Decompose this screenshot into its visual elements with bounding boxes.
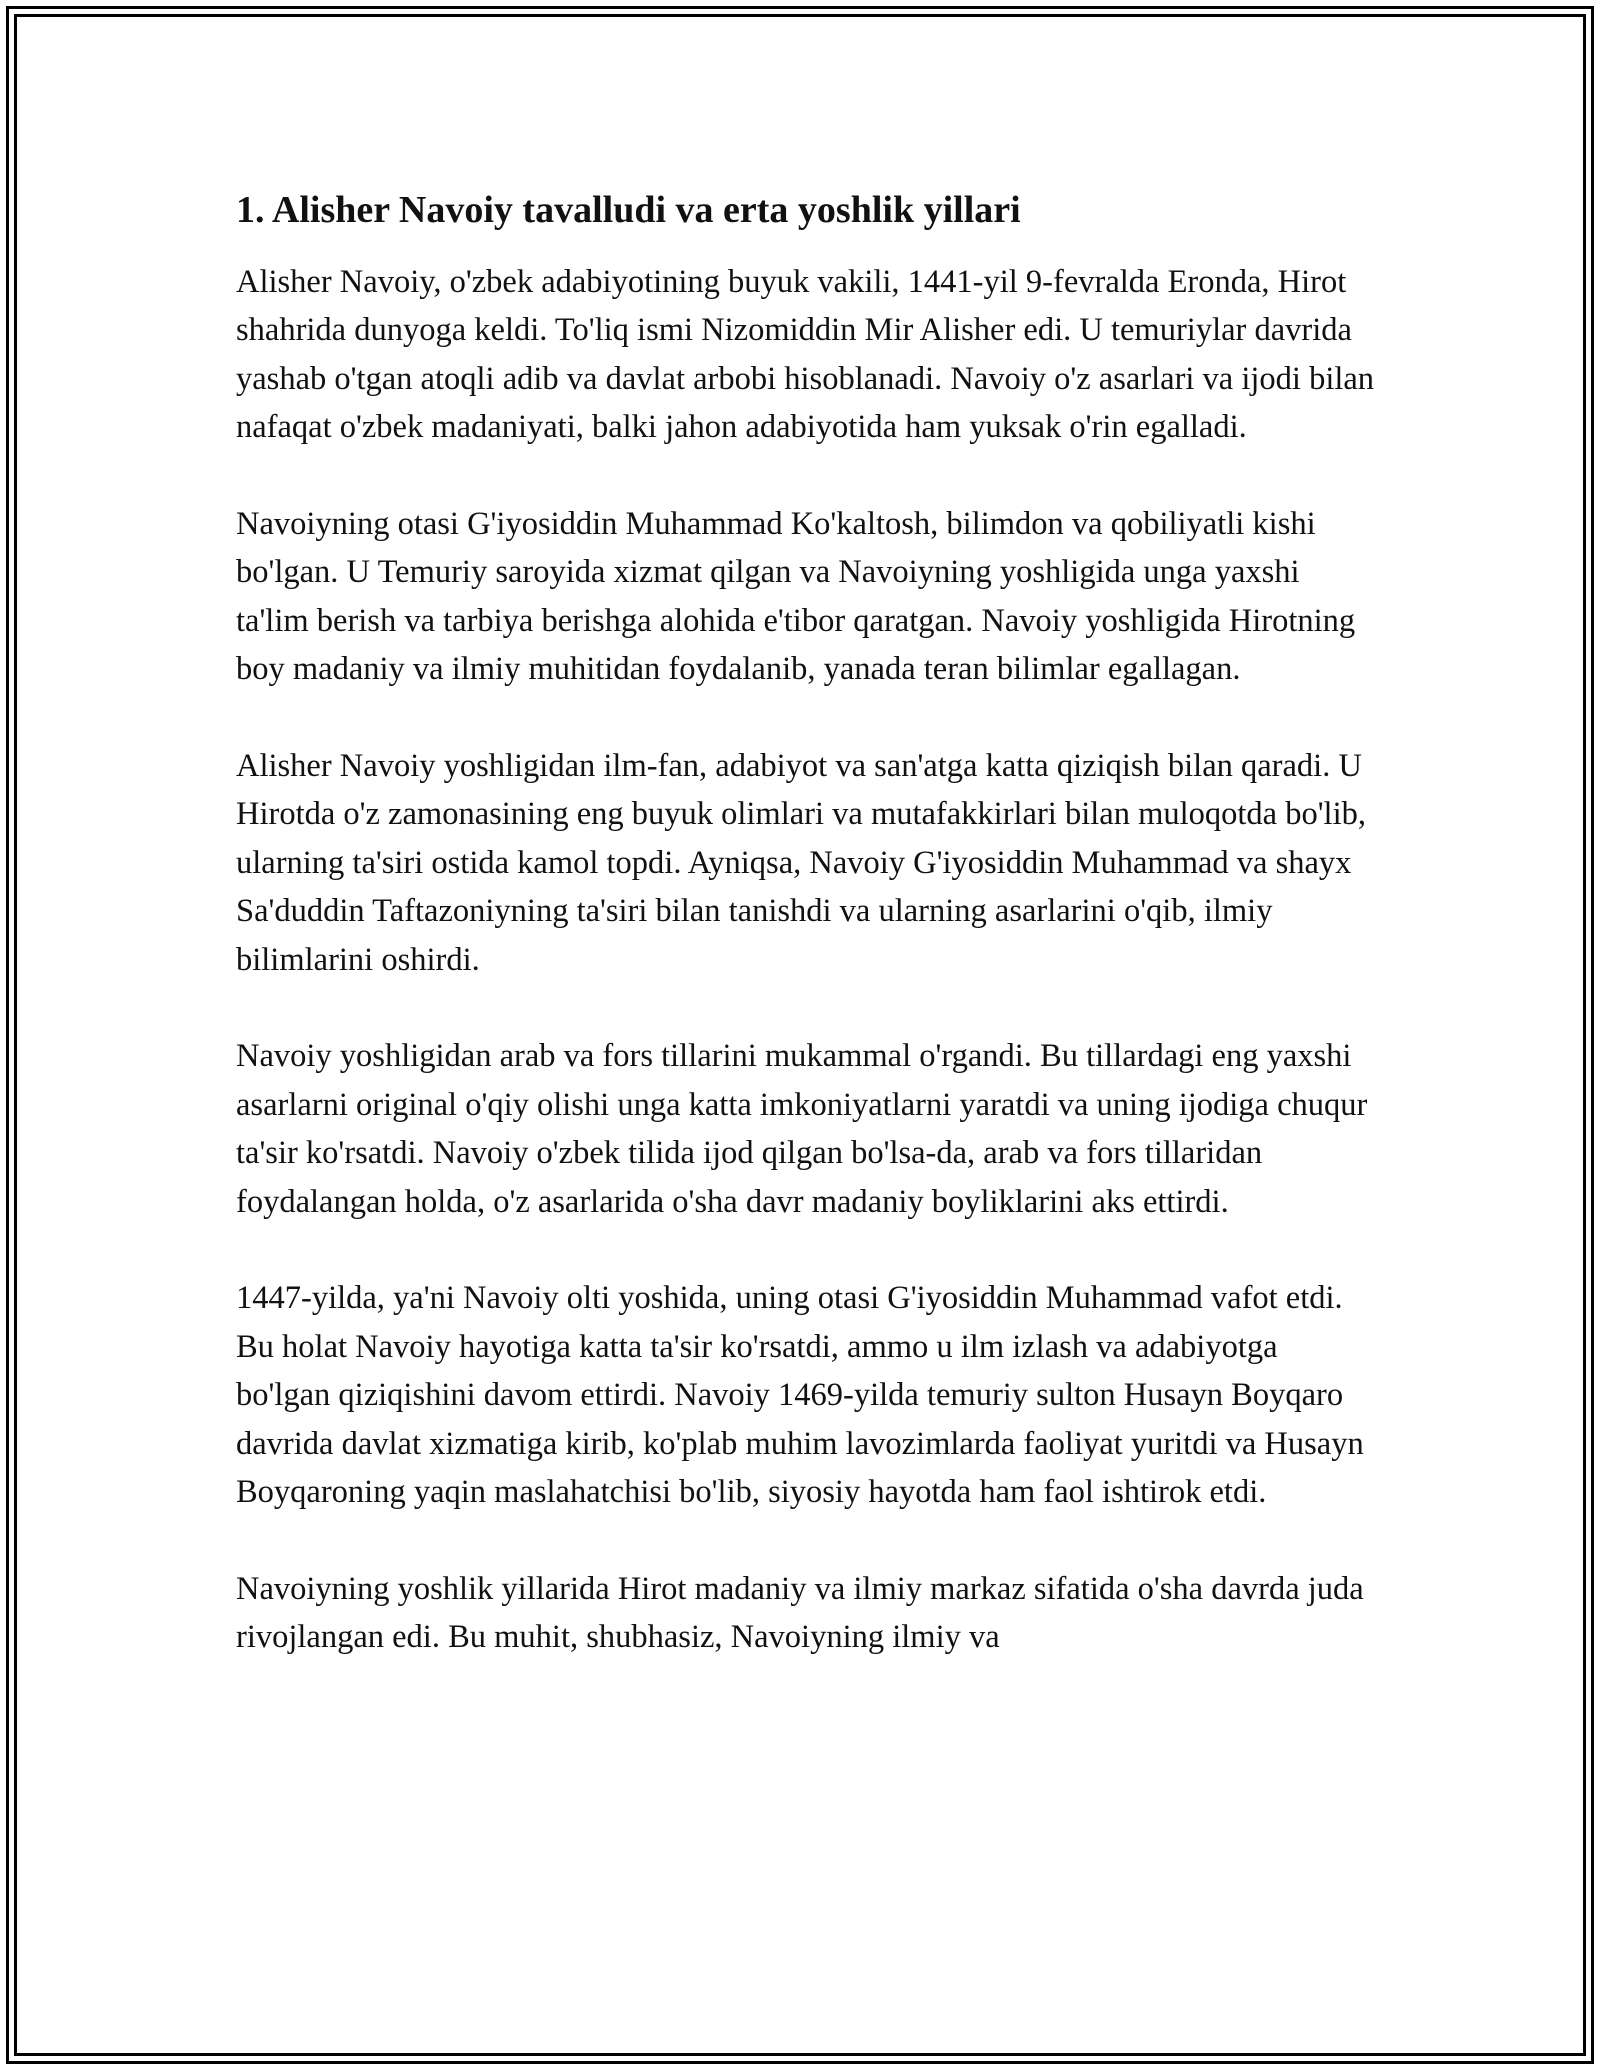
paragraph-1: Alisher Navoiy, o'zbek adabiyotining buyuk vakili, 1441-yil 9-fevralda Eronda, Hirot shahrida dunyoga keldi. To'liq ismi Nizomiddin Mir Alisher edi. U temuriylar davrida yashab o'tgan atoqli adib va davlat arbobi hisoblanadi. Navoiy o'z asarlari va ijodi bilan nafaqat o'zbek madaniyati, balki jahon adabiyotida ham yuksak o'rin egalladi. xyxy=(236,264,1375,446)
paragraph-5: 1447-yilda, ya'ni Navoiy olti yoshida, uning otasi G'iyosiddin Muhammad vafot etdi. Bu holat Navoiy hayotiga katta ta'sir ko'rsatdi, ammo u ilm izlash va adabiyotga bo'lgan qiziqishini davom ettirdi. Navoiy 1469-yilda temuriy sulton Husayn Boyqaro davrida davlat xizmatiga kirib, ko'plab muhim lavozimlarda faoliyat yuritdi va Husayn Boyqaroning yaqin maslahatchisi bo'lib, siyosiy hayotda ham faol ishtirok etdi. xyxy=(236,1280,1364,1511)
document-body xyxy=(236,186,1376,1710)
paragraph-3: Alisher Navoiy yoshligidan ilm-fan, adabiyot va san'atga katta qiziqish bilan qaradi. U Hirotda o'z zamonasining eng buyuk olimlari va mutafakkirlari bilan muloqotda bo'lib, ularning ta'siri ostida kamol topdi. Ayniqsa, Navoiy G'iyosiddin Muhammad va shayx Sa'duddin Taftazoniyning ta'siri bilan tanishdi va ularning asarlarini o'qib, ilmiy bilimlarini oshirdi. xyxy=(236,748,1366,978)
paragraph-2: Navoiyning otasi G'iyosiddin Muhammad Ko'kaltosh, bilimdon va qobiliyatli kishi bo'lgan. U Temuriy saroyida xizmat qilgan va Navoiyning yoshligida unga yaxshi ta'lim berish va tarbiya berishga alohida e'tibor qaratgan. Navoiy yoshligida Hirotning boy madaniy va ilmiy muhitidan foydalanib, yanada teran bilimlar egallagan. xyxy=(236,506,1356,688)
paragraph-6: Navoiyning yoshlik yillarida Hirot madaniy va ilmiy markaz sifatida o'sha davrda juda rivojlangan edi. Bu muhit, shubhasiz, Navoiyning ilmiy va xyxy=(236,1570,1364,1656)
paragraph-4: Navoiy yoshligidan arab va fors tillarini mukammal o'rgandi. Bu tillardagi eng yaxshi asarlarni original o'qiy olishi unga katta imkoniyatlarni yaratdi va uning ijodiga chuqur ta'sir ko'rsatdi. Navoiy o'zbek tilida ijod qilgan bo'lsa-da, arab va fors tillaridan foydalangan holda, o'z asarlarida o'sha davr madaniy boyliklarini aks ettirdi. xyxy=(236,1038,1368,1220)
section-heading: 1. Alisher Navoiy tavalludi va erta yoshlik yillari xyxy=(236,189,1021,231)
